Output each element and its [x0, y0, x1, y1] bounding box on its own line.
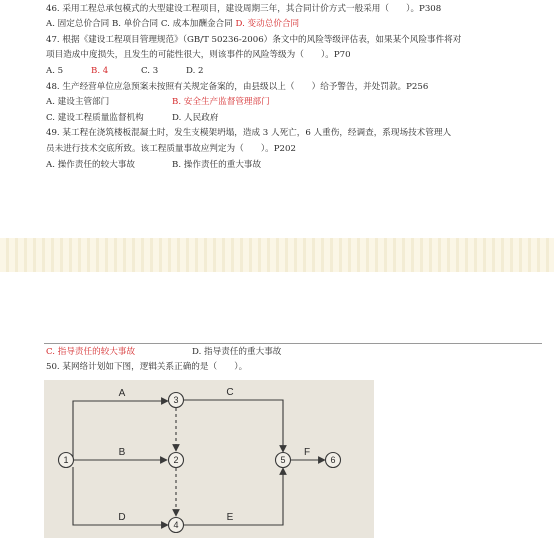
q47-option-b: B. 4	[91, 66, 109, 76]
q48-option-a: A. 建设主管部门	[46, 97, 110, 107]
node-2-label: 2	[173, 455, 179, 465]
activity-d-label: D	[118, 512, 126, 523]
activity-f-label: F	[303, 447, 311, 458]
arrow-c	[183, 400, 283, 452]
q48-option-d: D. 人民政府	[172, 113, 219, 123]
q49-option-b: B. 操作责任的重大事故	[172, 160, 262, 170]
q46-options	[46, 18, 299, 30]
network-diagram	[44, 380, 374, 538]
activity-c-label: C	[226, 387, 234, 398]
q47-option-c: C. 3	[141, 66, 159, 76]
q49-option-c: C. 指导责任的较大事故	[46, 347, 136, 357]
q50-stem: 50. 某网络计划如下图，逻辑关系正确的是（ ）。	[46, 362, 248, 372]
q48-stem: 48. 生产经营单位应急预案未按照有关规定备案的，由县级以上（ ）给予警告，并处罚款。P256	[46, 82, 429, 92]
node-1-label: 1	[63, 455, 69, 465]
q48-option-c: C. 建设工程质量监督机构	[46, 113, 144, 123]
activity-e-label: E	[226, 512, 234, 523]
q47-option-a: A. 5	[46, 66, 64, 76]
node-6-label: 6	[330, 455, 336, 465]
activity-a-label: A	[118, 388, 126, 399]
page-break	[0, 238, 554, 272]
q47-stem-line1: 47. 根据《建设工程项目管理规范》（GB/T 50236-2006）条文中的风险等级评估表，如果某个风险事件将对	[46, 35, 462, 45]
network-diagram-svg	[44, 380, 374, 538]
divider-line	[44, 343, 542, 344]
q48-option-b: B. 安全生产监督管理部门	[172, 97, 270, 107]
q49-stem-line1: 49. 某工程在浇筑楼板混凝土时，发生支模架坍塌，造成 3 人死亡，6 人重伤，经调查，系现场技术管理人	[46, 128, 452, 138]
node-4-label: 4	[173, 520, 179, 530]
q49-option-d: D. 指导责任的重大事故	[192, 347, 282, 357]
activity-b-label: B	[118, 447, 126, 458]
node-3-label: 3	[173, 395, 179, 405]
q49-option-a: A. 操作责任的较大事故	[46, 160, 136, 170]
q47-option-d: D. 2	[186, 66, 204, 76]
q47-stem-line2: 项目造成中度损失，且发生的可能性很大，则该事件的风险等级为（ ）。P70	[46, 50, 351, 60]
node-5-label: 5	[280, 455, 286, 465]
q49-stem-line2: 员未进行技术交底所致。该工程质量事故应判定为（ ）。P202	[46, 144, 296, 154]
q46-stem: 46. 采用工程总承包模式的大型建设工程项目，建设周期三年，其合同计价方式一般采用（ ）。P308	[46, 4, 442, 14]
q46-options-plain: A. 固定总价合同 B. 单价合同 C. 成本加酬金合同	[46, 19, 233, 29]
q46-answer: D. 变动总价合同	[235, 19, 300, 29]
